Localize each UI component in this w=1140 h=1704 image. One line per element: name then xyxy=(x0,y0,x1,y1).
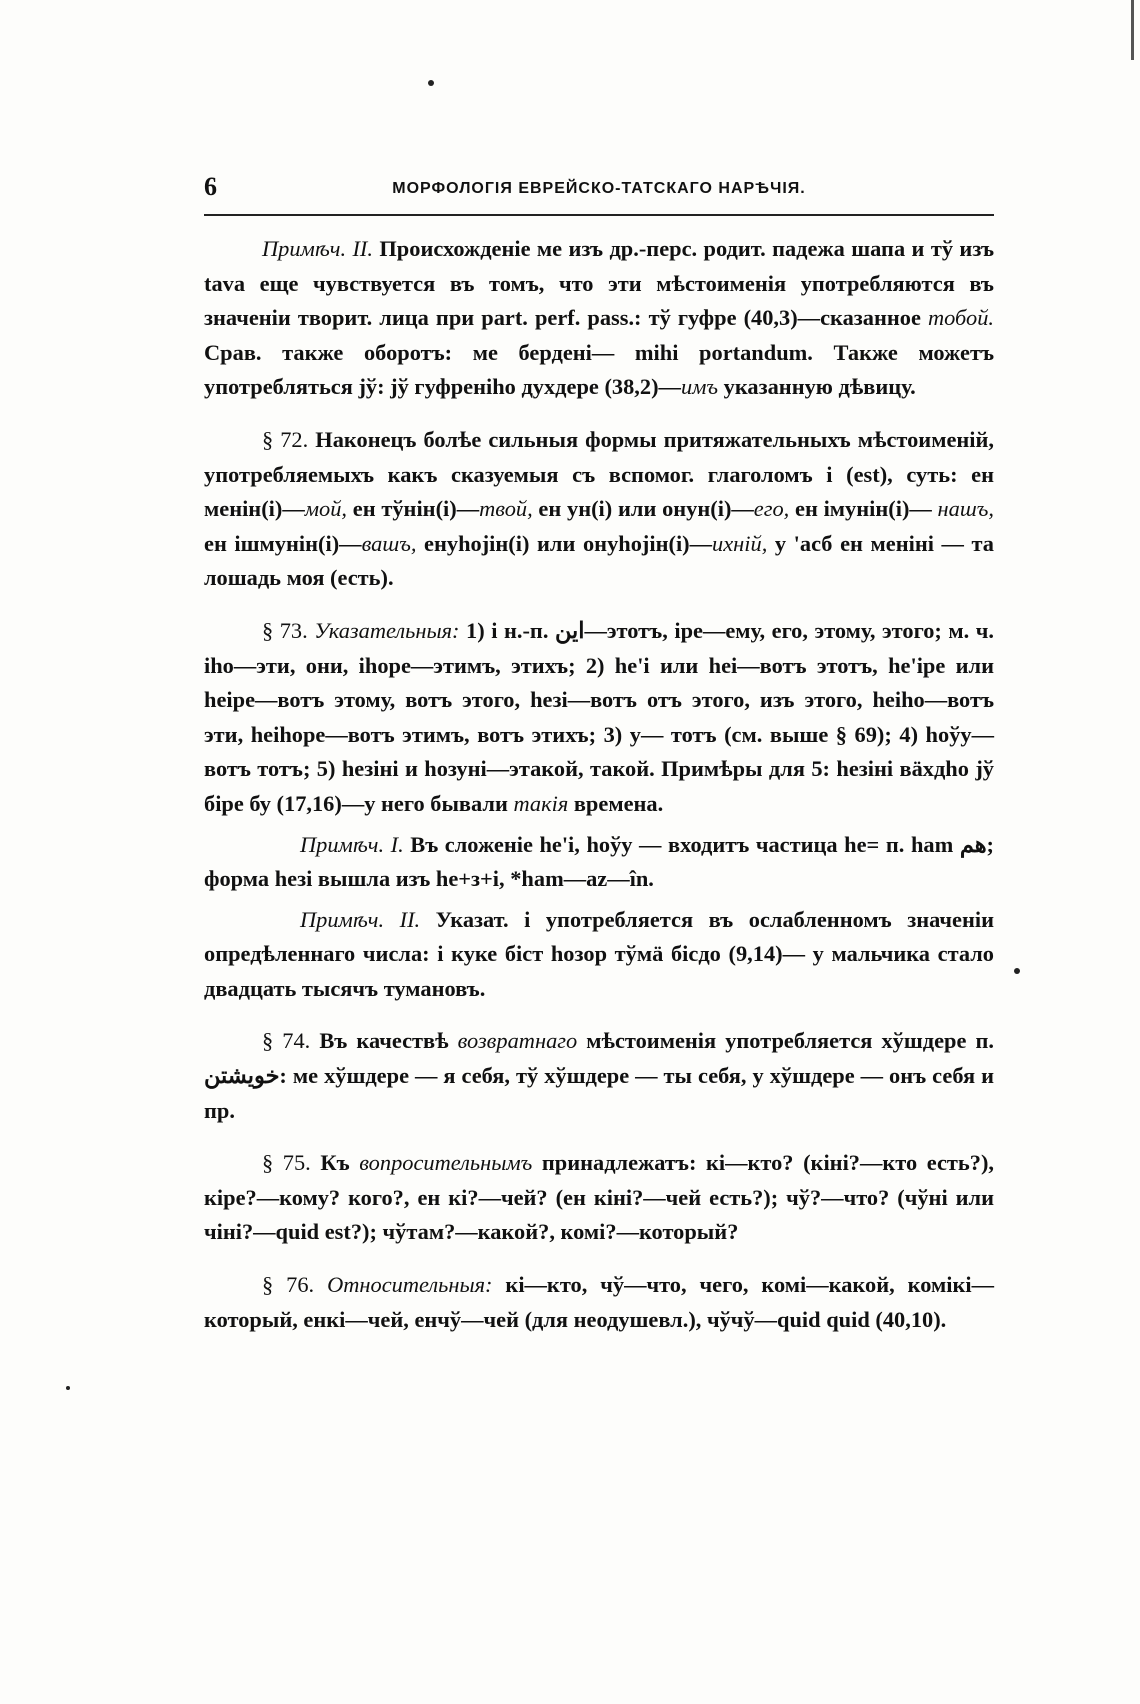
scan-speck xyxy=(66,1386,70,1390)
text-run: 1) і н.-п. این—этотъ, іре—ему, его, этому, этого; м. ч. іhо—эти, они, іhоре—этимъ, этихъ; 2) hе'і или hеі—вотъ этотъ, hе'іре или hеіре—вотъ этому, вотъ этого, hезі—вотъ отъ этого, изъ этого, hеіhо—вотъ эти, hеіhоре—вотъ этимъ, вотъ этихъ; 3) у— тотъ (см. выше § 69); 4) hоўу—вотъ тотъ; 5) hезіні и hозуні—этакой, такой. Примѣры для 5: hезіні вäхдhо jў біре бу (17,16)—у него бывали xyxy=(204,617,994,816)
section-label: § 72. xyxy=(262,426,309,452)
scan-edge-line xyxy=(1131,0,1134,60)
scan-speck xyxy=(1014,968,1020,974)
italic-word: тобой. xyxy=(927,305,994,331)
italic-word: вашъ, xyxy=(361,530,417,556)
italic-word: мой, xyxy=(304,496,348,522)
text-run: енуhојін(і) или онуhојін(і)— xyxy=(416,530,713,556)
section-label: § 74. xyxy=(262,1028,311,1054)
paragraph-section-74 xyxy=(204,1024,994,1128)
section-label: § 76. xyxy=(262,1272,315,1298)
section-label: § 75. xyxy=(262,1150,311,1176)
italic-word: вопросительнымъ xyxy=(359,1150,533,1176)
italic-word: нашъ, xyxy=(937,496,994,522)
text-run: времена. xyxy=(568,790,664,816)
header-rule xyxy=(204,214,994,216)
italic-word: Относительныя: xyxy=(327,1272,493,1298)
paragraph-note-ii-top xyxy=(204,232,994,405)
text-run: ен ішмунін(і)— xyxy=(204,530,362,556)
paragraph-section-75 xyxy=(204,1146,994,1250)
text-run: Къ xyxy=(310,1150,360,1176)
note-label: Примѣч. II. xyxy=(262,236,373,261)
scan-speck xyxy=(428,80,434,86)
italic-word: твой, xyxy=(479,496,533,522)
text-run: принадлежатъ: кі—кто? (кіні?—кто есть?), кіре?—кому? кого?, ен кі?—чей? (ен кіні?—чей есть?); чў?—что? (чўні или чіні?—quid est?); чўтам?—какой?, комі?—который? xyxy=(204,1150,994,1245)
paragraph-note-i xyxy=(204,828,994,897)
paragraph-note-ii xyxy=(204,903,994,1007)
italic-word: возвратнаго xyxy=(457,1028,578,1054)
paragraph-section-76 xyxy=(204,1268,994,1337)
text-run: Въ качествѣ xyxy=(310,1028,458,1054)
text-run: Происхожденіе ме изъ др.-перс. родит. падежа шапа и тў изъ tava еще чувствуется въ томъ, что эти мѣстоименія употребляются въ значеніи творит. лица при part. perf. pass.: тў гуфре (40,3)—сказанное xyxy=(204,236,995,331)
paragraph-section-73 xyxy=(204,614,994,822)
text-run: ен тўнін(і)— xyxy=(347,496,480,522)
italic-word: ихній, xyxy=(712,530,768,556)
italic-word: Указательныя: xyxy=(314,617,460,643)
italic-word: его, xyxy=(753,496,790,522)
text-run: кі—кто, чў—что, чего, комі—какой, комікі—который, енкі—чей, енчў—чей (для неодушевл.), чўчў—quid quid (40,10). xyxy=(204,1272,995,1332)
text-run: Срав. также оборотъ: ме бердені— mihi portandum. Также можетъ употребляться jў: jў гуфреніhо духдере (38,2)— xyxy=(204,339,994,400)
text-run: мѣстоименія употребляется хўшдере п. خویشتن: ме хўшдере — я себя, тў хўшдере — ты себя, у хўшдере — онъ себя и пр. xyxy=(204,1028,995,1123)
page-body xyxy=(204,232,994,1337)
text-run: Наконецъ болѣе сильныя формы притяжательныхъ мѣстоименій, употребляемыхъ какъ сказуемыя съ вспомог. глаголомъ і (est), суть: ен менін(і)— xyxy=(204,426,995,522)
italic-word: имъ xyxy=(680,374,719,400)
text-run: Въ сложеніе hе'і, hоўу — входитъ частица hе= п. ham هم; форма hезі вышла изъ hе+з+і, *ham—az—în. xyxy=(204,831,994,892)
note-label: Примѣч. I. xyxy=(300,831,404,857)
section-label: § 73. xyxy=(262,617,308,643)
text-run: ен імунін(і)— xyxy=(789,496,938,522)
paragraph-section-72 xyxy=(204,423,994,596)
italic-word: такія xyxy=(513,790,569,816)
text-run: ен ун(і) или онун(і)— xyxy=(532,496,754,522)
text-run: указанную дѣвицу. xyxy=(718,374,916,400)
text-run: у 'асб ен меніні — та лошадь моя (есть). xyxy=(204,530,995,591)
text-run: Указат. і употребляется въ ослабленномъ значеніи опредѣленнаго числа: і куке біст hозор тўмä бісдо (9,14)— у мальчика стало двадцать тысячъ тумановъ. xyxy=(204,906,994,1001)
note-label: Примѣч. II. xyxy=(300,906,421,932)
page-number: 6 xyxy=(204,172,217,201)
page-header xyxy=(204,172,994,212)
running-title: МОРФОЛОГІЯ ЕВРЕЙСКО-ТАТСКАГО НАРѢЧІЯ. xyxy=(392,180,806,197)
